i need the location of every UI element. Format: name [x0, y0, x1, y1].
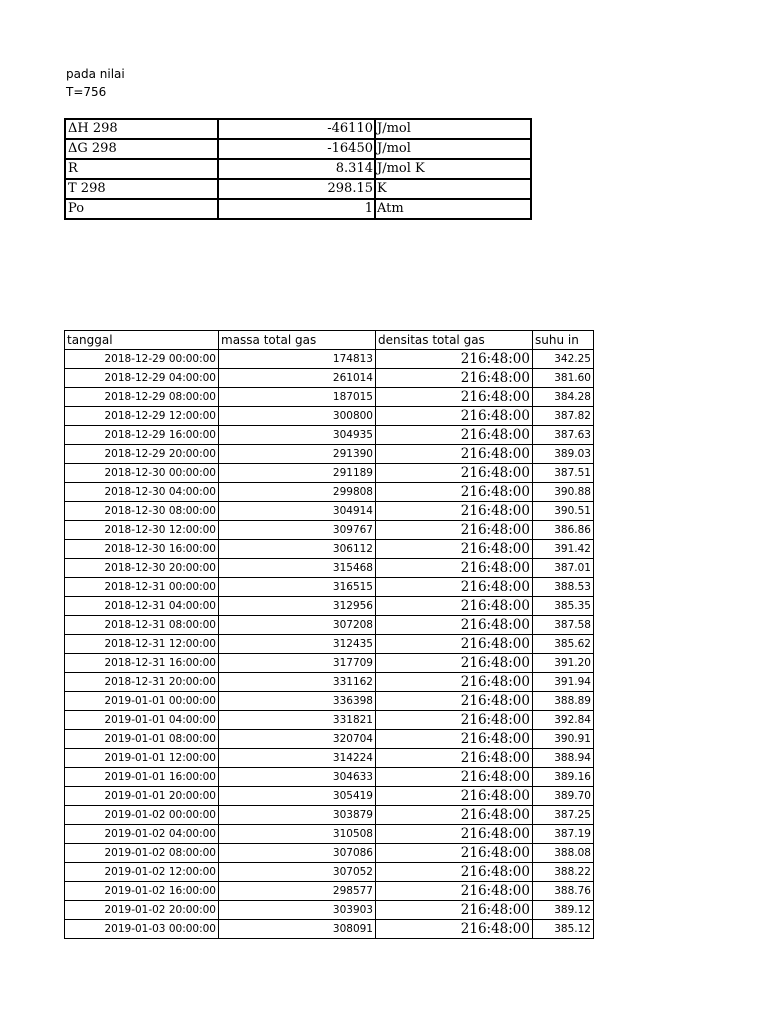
cell-densitas-total-gas: 216:48:00 [376, 426, 533, 445]
cell-tanggal: 2019-01-01 12:00:00 [65, 749, 219, 768]
table-row [65, 711, 594, 730]
cell-suhu-in: 384.28 [533, 388, 594, 407]
cell-massa-total-gas: 336398 [219, 692, 376, 711]
table-row [65, 464, 594, 483]
cell-densitas-total-gas: 216:48:00 [376, 825, 533, 844]
constant-name: ΔH 298 [65, 119, 218, 139]
cell-suhu-in: 388.08 [533, 844, 594, 863]
cell-suhu-in: 387.51 [533, 464, 594, 483]
cell-suhu-in: 389.70 [533, 787, 594, 806]
header-row [65, 331, 594, 350]
cell-suhu-in: 386.86 [533, 521, 594, 540]
table-row [65, 635, 594, 654]
cell-densitas-total-gas: 216:48:00 [376, 673, 533, 692]
cell-massa-total-gas: 314224 [219, 749, 376, 768]
cell-suhu-in: 391.20 [533, 654, 594, 673]
cell-tanggal: 2019-01-01 20:00:00 [65, 787, 219, 806]
table-row [65, 730, 594, 749]
cell-suhu-in: 389.16 [533, 768, 594, 787]
cell-densitas-total-gas: 216:48:00 [376, 578, 533, 597]
cell-tanggal: 2019-01-02 08:00:00 [65, 844, 219, 863]
cell-tanggal: 2018-12-30 16:00:00 [65, 540, 219, 559]
cell-massa-total-gas: 309767 [219, 521, 376, 540]
constants-body [65, 119, 531, 219]
cell-massa-total-gas: 317709 [219, 654, 376, 673]
cell-tanggal: 2018-12-31 16:00:00 [65, 654, 219, 673]
cell-tanggal: 2018-12-29 08:00:00 [65, 388, 219, 407]
cell-densitas-total-gas: 216:48:00 [376, 521, 533, 540]
cell-tanggal: 2019-01-02 04:00:00 [65, 825, 219, 844]
cell-massa-total-gas: 299808 [219, 483, 376, 502]
cell-massa-total-gas: 331162 [219, 673, 376, 692]
constant-value: 298.15 [218, 179, 375, 199]
constant-name: Po [65, 199, 218, 219]
table-row [65, 673, 594, 692]
cell-densitas-total-gas: 216:48:00 [376, 844, 533, 863]
cell-densitas-total-gas: 216:48:00 [376, 920, 533, 939]
cell-tanggal: 2018-12-29 16:00:00 [65, 426, 219, 445]
cell-tanggal: 2019-01-03 00:00:00 [65, 920, 219, 939]
cell-tanggal: 2018-12-29 00:00:00 [65, 350, 219, 369]
data-table-body [65, 350, 594, 939]
table-row [65, 578, 594, 597]
cell-densitas-total-gas: 216:48:00 [376, 882, 533, 901]
cell-suhu-in: 391.94 [533, 673, 594, 692]
cell-densitas-total-gas: 216:48:00 [376, 635, 533, 654]
cell-densitas-total-gas: 216:48:00 [376, 597, 533, 616]
constant-unit: Atm [375, 199, 531, 219]
cell-suhu-in: 388.94 [533, 749, 594, 768]
cell-tanggal: 2018-12-30 20:00:00 [65, 559, 219, 578]
constant-name: T 298 [65, 179, 218, 199]
constant-row [65, 119, 531, 139]
table-row [65, 882, 594, 901]
cell-densitas-total-gas: 216:48:00 [376, 787, 533, 806]
cell-suhu-in: 390.91 [533, 730, 594, 749]
cell-suhu-in: 388.53 [533, 578, 594, 597]
cell-densitas-total-gas: 216:48:00 [376, 806, 533, 825]
cell-densitas-total-gas: 216:48:00 [376, 863, 533, 882]
cell-suhu-in: 389.03 [533, 445, 594, 464]
constant-unit: J/mol K [375, 159, 531, 179]
cell-tanggal: 2018-12-31 12:00:00 [65, 635, 219, 654]
heading-temperature: T=756 [66, 85, 107, 99]
data-table-header [65, 331, 594, 350]
cell-densitas-total-gas: 216:48:00 [376, 654, 533, 673]
constant-unit: J/mol [375, 139, 531, 159]
cell-massa-total-gas: 174813 [219, 350, 376, 369]
cell-massa-total-gas: 187015 [219, 388, 376, 407]
cell-suhu-in: 387.01 [533, 559, 594, 578]
constant-name: ΔG 298 [65, 139, 218, 159]
cell-massa-total-gas: 304633 [219, 768, 376, 787]
constant-value: -16450 [218, 139, 375, 159]
table-row [65, 863, 594, 882]
col-header-suhu-in: suhu in [533, 331, 594, 350]
heading-pada-nilai: pada nilai [66, 67, 125, 81]
cell-massa-total-gas: 303903 [219, 901, 376, 920]
cell-massa-total-gas: 304935 [219, 426, 376, 445]
cell-suhu-in: 388.76 [533, 882, 594, 901]
data-table [64, 330, 594, 939]
col-header-massa-total-gas: massa total gas [219, 331, 376, 350]
constant-unit: K [375, 179, 531, 199]
table-row [65, 540, 594, 559]
table-row [65, 521, 594, 540]
cell-tanggal: 2018-12-30 04:00:00 [65, 483, 219, 502]
cell-tanggal: 2018-12-31 04:00:00 [65, 597, 219, 616]
cell-massa-total-gas: 306112 [219, 540, 376, 559]
cell-suhu-in: 385.35 [533, 597, 594, 616]
cell-densitas-total-gas: 216:48:00 [376, 369, 533, 388]
cell-tanggal: 2019-01-01 04:00:00 [65, 711, 219, 730]
table-row [65, 483, 594, 502]
constant-row [65, 139, 531, 159]
cell-massa-total-gas: 316515 [219, 578, 376, 597]
cell-tanggal: 2019-01-01 00:00:00 [65, 692, 219, 711]
table-row [65, 597, 594, 616]
cell-tanggal: 2018-12-31 08:00:00 [65, 616, 219, 635]
cell-massa-total-gas: 307086 [219, 844, 376, 863]
table-row [65, 787, 594, 806]
table-row [65, 426, 594, 445]
cell-densitas-total-gas: 216:48:00 [376, 692, 533, 711]
cell-tanggal: 2018-12-29 20:00:00 [65, 445, 219, 464]
table-row [65, 749, 594, 768]
cell-massa-total-gas: 312956 [219, 597, 376, 616]
cell-massa-total-gas: 310508 [219, 825, 376, 844]
cell-massa-total-gas: 315468 [219, 559, 376, 578]
constant-row [65, 179, 531, 199]
cell-massa-total-gas: 305419 [219, 787, 376, 806]
cell-suhu-in: 388.89 [533, 692, 594, 711]
cell-densitas-total-gas: 216:48:00 [376, 616, 533, 635]
cell-densitas-total-gas: 216:48:00 [376, 559, 533, 578]
col-header-densitas-total-gas: densitas total gas [376, 331, 533, 350]
cell-massa-total-gas: 291189 [219, 464, 376, 483]
cell-suhu-in: 381.60 [533, 369, 594, 388]
col-header-tanggal: tanggal [65, 331, 219, 350]
table-row [65, 692, 594, 711]
constant-value: 8.314 [218, 159, 375, 179]
cell-densitas-total-gas: 216:48:00 [376, 483, 533, 502]
cell-massa-total-gas: 312435 [219, 635, 376, 654]
cell-suhu-in: 387.19 [533, 825, 594, 844]
cell-massa-total-gas: 303879 [219, 806, 376, 825]
cell-densitas-total-gas: 216:48:00 [376, 350, 533, 369]
cell-densitas-total-gas: 216:48:00 [376, 464, 533, 483]
cell-densitas-total-gas: 216:48:00 [376, 730, 533, 749]
cell-tanggal: 2019-01-02 00:00:00 [65, 806, 219, 825]
cell-densitas-total-gas: 216:48:00 [376, 768, 533, 787]
cell-massa-total-gas: 307208 [219, 616, 376, 635]
cell-suhu-in: 342.25 [533, 350, 594, 369]
table-row [65, 654, 594, 673]
cell-densitas-total-gas: 216:48:00 [376, 749, 533, 768]
cell-massa-total-gas: 304914 [219, 502, 376, 521]
table-row [65, 350, 594, 369]
cell-tanggal: 2018-12-30 12:00:00 [65, 521, 219, 540]
cell-suhu-in: 390.51 [533, 502, 594, 521]
table-row [65, 920, 594, 939]
cell-massa-total-gas: 307052 [219, 863, 376, 882]
constant-row [65, 199, 531, 219]
table-row [65, 559, 594, 578]
cell-suhu-in: 391.42 [533, 540, 594, 559]
cell-massa-total-gas: 298577 [219, 882, 376, 901]
cell-suhu-in: 387.58 [533, 616, 594, 635]
cell-tanggal: 2019-01-02 20:00:00 [65, 901, 219, 920]
cell-tanggal: 2018-12-31 20:00:00 [65, 673, 219, 692]
cell-suhu-in: 385.12 [533, 920, 594, 939]
cell-suhu-in: 387.25 [533, 806, 594, 825]
constant-value: 1 [218, 199, 375, 219]
cell-densitas-total-gas: 216:48:00 [376, 388, 533, 407]
cell-tanggal: 2019-01-02 12:00:00 [65, 863, 219, 882]
cell-tanggal: 2018-12-30 08:00:00 [65, 502, 219, 521]
cell-suhu-in: 388.22 [533, 863, 594, 882]
cell-tanggal: 2018-12-31 00:00:00 [65, 578, 219, 597]
cell-tanggal: 2019-01-02 16:00:00 [65, 882, 219, 901]
cell-tanggal: 2019-01-01 16:00:00 [65, 768, 219, 787]
cell-densitas-total-gas: 216:48:00 [376, 901, 533, 920]
constant-name: R [65, 159, 218, 179]
cell-massa-total-gas: 300800 [219, 407, 376, 426]
cell-tanggal: 2018-12-29 04:00:00 [65, 369, 219, 388]
table-row [65, 445, 594, 464]
constant-unit: J/mol [375, 119, 531, 139]
table-row [65, 825, 594, 844]
table-row [65, 901, 594, 920]
cell-massa-total-gas: 308091 [219, 920, 376, 939]
table-row [65, 407, 594, 426]
cell-suhu-in: 389.12 [533, 901, 594, 920]
cell-densitas-total-gas: 216:48:00 [376, 540, 533, 559]
cell-densitas-total-gas: 216:48:00 [376, 502, 533, 521]
table-row [65, 806, 594, 825]
cell-suhu-in: 387.82 [533, 407, 594, 426]
table-row [65, 768, 594, 787]
cell-suhu-in: 385.62 [533, 635, 594, 654]
table-row [65, 369, 594, 388]
cell-massa-total-gas: 320704 [219, 730, 376, 749]
table-row [65, 388, 594, 407]
cell-densitas-total-gas: 216:48:00 [376, 445, 533, 464]
constant-row [65, 159, 531, 179]
cell-tanggal: 2018-12-29 12:00:00 [65, 407, 219, 426]
constant-value: -46110 [218, 119, 375, 139]
cell-massa-total-gas: 291390 [219, 445, 376, 464]
cell-suhu-in: 392.84 [533, 711, 594, 730]
cell-suhu-in: 387.63 [533, 426, 594, 445]
cell-massa-total-gas: 261014 [219, 369, 376, 388]
constants-table [64, 118, 532, 220]
table-row [65, 844, 594, 863]
cell-densitas-total-gas: 216:48:00 [376, 407, 533, 426]
table-row [65, 502, 594, 521]
cell-densitas-total-gas: 216:48:00 [376, 711, 533, 730]
table-row [65, 616, 594, 635]
cell-suhu-in: 390.88 [533, 483, 594, 502]
cell-tanggal: 2018-12-30 00:00:00 [65, 464, 219, 483]
cell-tanggal: 2019-01-01 08:00:00 [65, 730, 219, 749]
cell-massa-total-gas: 331821 [219, 711, 376, 730]
